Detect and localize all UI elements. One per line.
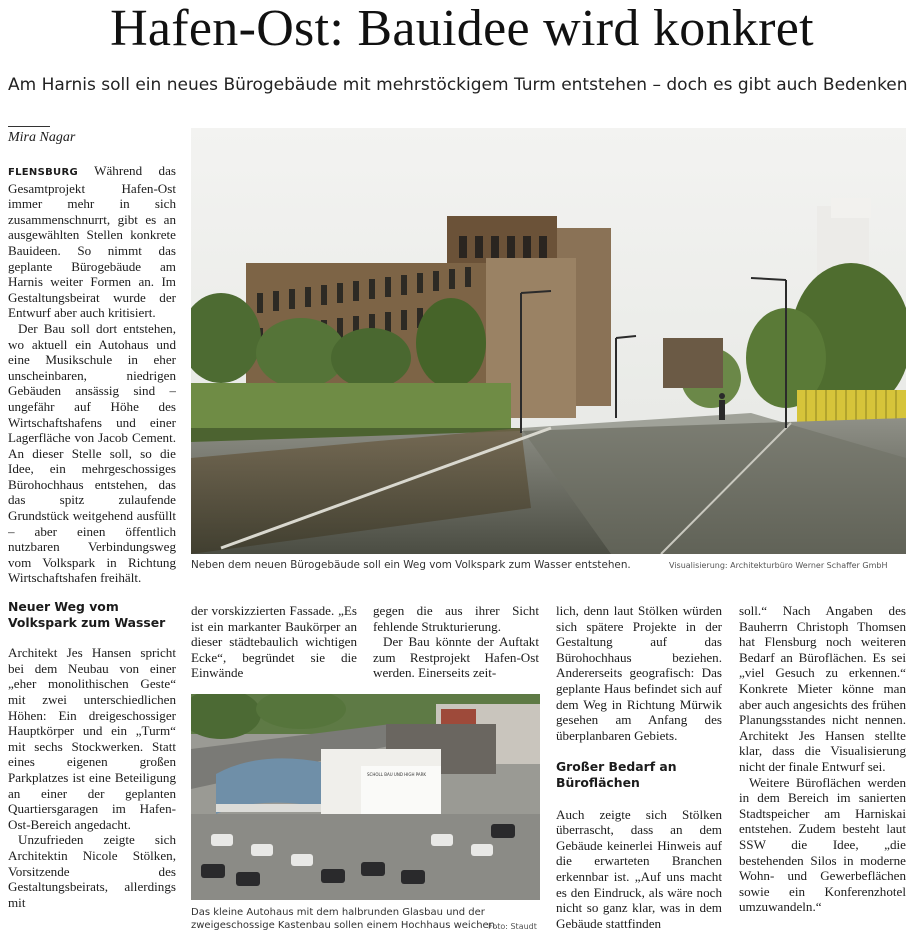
paragraph-2: Der Bau soll dort entstehen, wo aktuell ein Autohaus und eine Musikschule in eher unscheinbaren, niedrigen Gebäuden ansässig sind – ungefähr auf Höhe des Wirtschaftshafens und einer Lagerfläche von Jacob Cement. An dieser Stelle soll, so die Idee, ein mehrgeschossiges Bürohochhaus entstehen, das das spitz zulaufende Grundstück weitgehend ausfüllt – aber einen öffentlich nutzbaren Verbindungsweg vom Volkspark in Richtung Wirtschaftshafen freihält. <box>8 320 176 586</box>
column-2-text: der vorskizzierten Fassade. „Es ist ein markanter Baukörper an dieser städtebaulich wichtigen Ecke“, begründet sie die Einwände <box>191 603 357 681</box>
subhead-2: Großer Bedarf an Büroflächen <box>556 759 677 790</box>
main-photo-credit: Visualisierung: Architekturbüro Werner Schaffer GmbH <box>669 561 888 570</box>
author-rule <box>8 126 50 127</box>
column-2 <box>191 603 357 683</box>
column-4 <box>556 603 722 940</box>
main-visualization-image <box>191 128 906 554</box>
author-byline: Mira Nagar <box>8 130 76 145</box>
column-3-text-b: Der Bau könnte der Auftakt zum Restprojekt Hafen-Ost werden. Einerseits zeit- <box>373 634 539 681</box>
column-1 <box>8 163 176 940</box>
column-4-text-a: lich, denn laut Stölken würden sich spätere Projekte in der Gestaltung auf das Bürohochhaus beziehen. Andererseits geografisch: Das geplante Haus befindet sich auf dem Weg in Richtung Mürwik gesehen am Anfang des überplanbaren Gebiets. <box>556 603 722 743</box>
headline: Hafen-Ost: Bauidee wird konkret <box>110 0 814 57</box>
car-dealership-photo <box>191 694 540 900</box>
lead-paragraph <box>8 163 176 321</box>
subhead-1: Neuer Weg vom Volkspark zum Wasser <box>8 599 166 630</box>
second-photo-credit: Foto: Staudt <box>488 922 537 931</box>
column-3-text-a: gegen die aus ihrer Sicht fehlende Strukturierung. <box>373 603 539 634</box>
paragraph-4: Unzufrieden zeigte sich Architektin Nicole Stölken, Vorsitzende des Gestaltungsbeirats, allerdings mit <box>8 832 176 910</box>
lead-text: Während das Gesamtprojekt Hafen-Ost immer mehr in sich zusammenschnurrt, gibt es an ausgewählten Stellen konkrete Bauideen. So nimmt das geplante Bürogebäude am Harnis weiter Formen an. Im Gestaltungsbeirat wurde der Entwurf aber auch kritisiert. <box>8 163 176 321</box>
subheadline: Am Harnis soll ein neues Bürogebäude mit mehrstöckigem Turm entstehen – doch es gibt auch Bedenken <box>8 75 908 95</box>
main-visualization-graphic <box>191 128 906 554</box>
dateline: FLENSBURG <box>8 167 78 178</box>
column-5-text-b: Weitere Büroflächen werden in dem Bereich im sanierten Stadtspeicher am Harniskai entstehen. Zudem besteht laut SSW die Idee, „die bestehenden Silos in moderne Wohn- und Gewerbeflächen sowie ein Konferenzhotel umzuwandeln.“ <box>739 774 906 915</box>
car-dealership-graphic <box>191 694 540 900</box>
column-4-text-b: Auch zeigte sich Stölken überrascht, dass an dem Gebäude keinerlei Hinweis auf die erwarteten Branchen erkennbar ist. „Auf uns macht es den Eindruck, als wäre noch nicht so ganz klar, was in dem Gebäude stattfinden <box>556 806 722 931</box>
column-5-text-a: soll.“ Nach Angaben des Bauherrn Christoph Thomsen hat Flensburg noch weiteren Bedarf an Büroflächen. Es sei „viel Gesuch zu erkennen.“ Konkrete Mieter könne man aber auch angesichts des frühen Planungsstandes nicht nennen. Architekt Jes Hansen stellte klar, dass die Visualisierung nicht der finale Entwurf sei. <box>739 603 906 774</box>
second-photo-caption-text: Das kleine Autohaus mit dem halbrunden Glasbau und der zweigeschossige Kastenbau sollen einem Hochhaus weichen. <box>191 907 499 931</box>
main-photo-caption: Neben dem neuen Bürogebäude soll ein Weg vom Volkspark zum Wasser entstehen. <box>191 559 631 571</box>
building-sign: SCHOLL BAU UND HIGH PARK <box>367 772 427 777</box>
column-3 <box>373 603 539 683</box>
column-5 <box>739 603 906 940</box>
paragraph-3: Architekt Jes Hansen spricht bei dem Neubau von einer „eher monolithischen Geste“ mit zwei unterschiedlichen Höhen: Ein dreigeschossiger Hauptkörper und ein „Turm“ mit sechs Stockwerken. Statt eines eigenen großen Parkplatzes ist eine Beteiligung an einer der geplanten Quartiersgaragen im Hafen-Ost-Bereich angedacht. <box>8 645 176 832</box>
